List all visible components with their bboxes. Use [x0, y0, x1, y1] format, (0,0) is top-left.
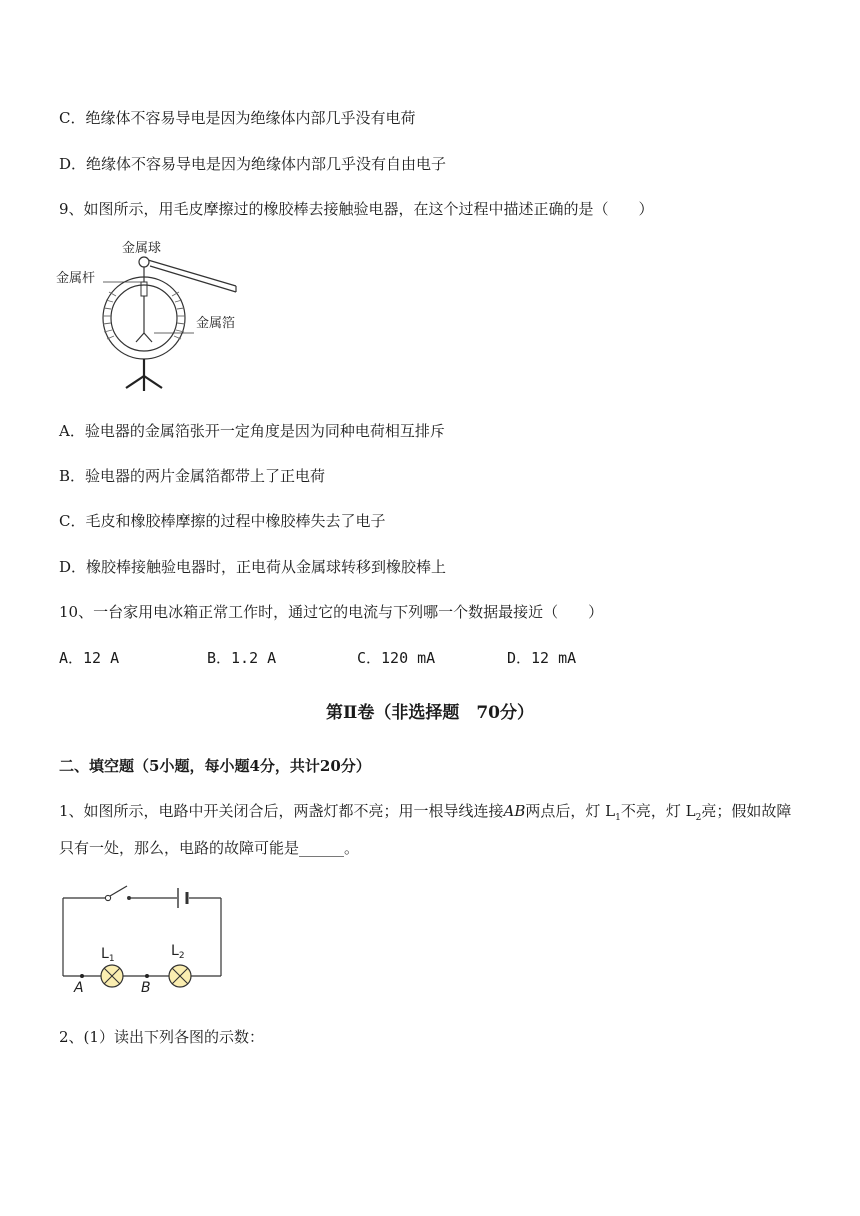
label-l2: $L_2$	[171, 943, 185, 961]
switch	[105, 895, 110, 900]
q9-stem: 9、如图所示，用毛皮摩擦过的橡胶棒去接触验电器，在这个过程中描述正确的是（ ）	[59, 200, 654, 218]
circuit-figure	[55, 878, 235, 998]
q9-option-a: A．验电器的金属箔张开一定角度是因为同种电荷相互排斥	[59, 422, 445, 440]
label-point-a: A	[74, 980, 84, 996]
q10-option-c: C．120 mA	[357, 649, 436, 667]
electroscope-figure	[56, 238, 256, 398]
node-a	[80, 974, 84, 978]
q10-stem: 10、一台家用电冰箱正常工作时，通过它的电流与下列哪一个数据最接近（ ）	[59, 603, 604, 621]
label-metal-rod: 金属杆	[56, 271, 96, 286]
lamp-l1	[101, 965, 123, 987]
metal-ball	[139, 257, 149, 267]
q9-option-d: D．橡胶棒接触验电器时，正电荷从金属球转移到橡胶棒上	[59, 558, 447, 576]
q9-option-c: C．毛皮和橡胶棒摩擦的过程中橡胶棒失去了电子	[59, 512, 386, 530]
fill2-stem: 2、(1）读出下列各图的示数：	[59, 1028, 264, 1046]
lamp-l2	[169, 965, 191, 987]
q8-option-c: C．绝缘体不容易导电是因为绝缘体内部几乎没有电荷	[59, 109, 416, 127]
label-l1: $L_1$	[101, 946, 115, 964]
part-title: 第Ⅱ卷（非选择题 70分）	[326, 703, 534, 723]
q9-option-b: B．验电器的两片金属箔都带上了正电荷	[59, 467, 326, 485]
q8-option-d: D．绝缘体不容易导电是因为绝缘体内部几乎没有自由电子	[59, 155, 447, 173]
rubber-rod	[148, 260, 236, 286]
q10-option-d: D．12 mA	[507, 649, 577, 667]
metal-foil	[136, 333, 144, 342]
section-title: 二、填空题（5小题，每小题4分，共计20分）	[59, 757, 371, 775]
node-b	[145, 974, 149, 978]
q10-option-a: A．12 A	[59, 649, 120, 667]
q10-option-b: B．1.2 A	[207, 649, 277, 667]
label-point-b: B	[141, 980, 151, 996]
label-metal-foil: 金属箔	[196, 316, 236, 331]
fill1-stem: 1、如图所示，电路中开关闭合后，两盏灯都不亮；用一根导线连接AB两点后，灯 $L_1$不亮，灯 $L_2$亮；假如故障只有一处，那么，电路的故障可能是______。	[59, 802, 792, 857]
label-metal-ball: 金属球	[122, 241, 162, 256]
